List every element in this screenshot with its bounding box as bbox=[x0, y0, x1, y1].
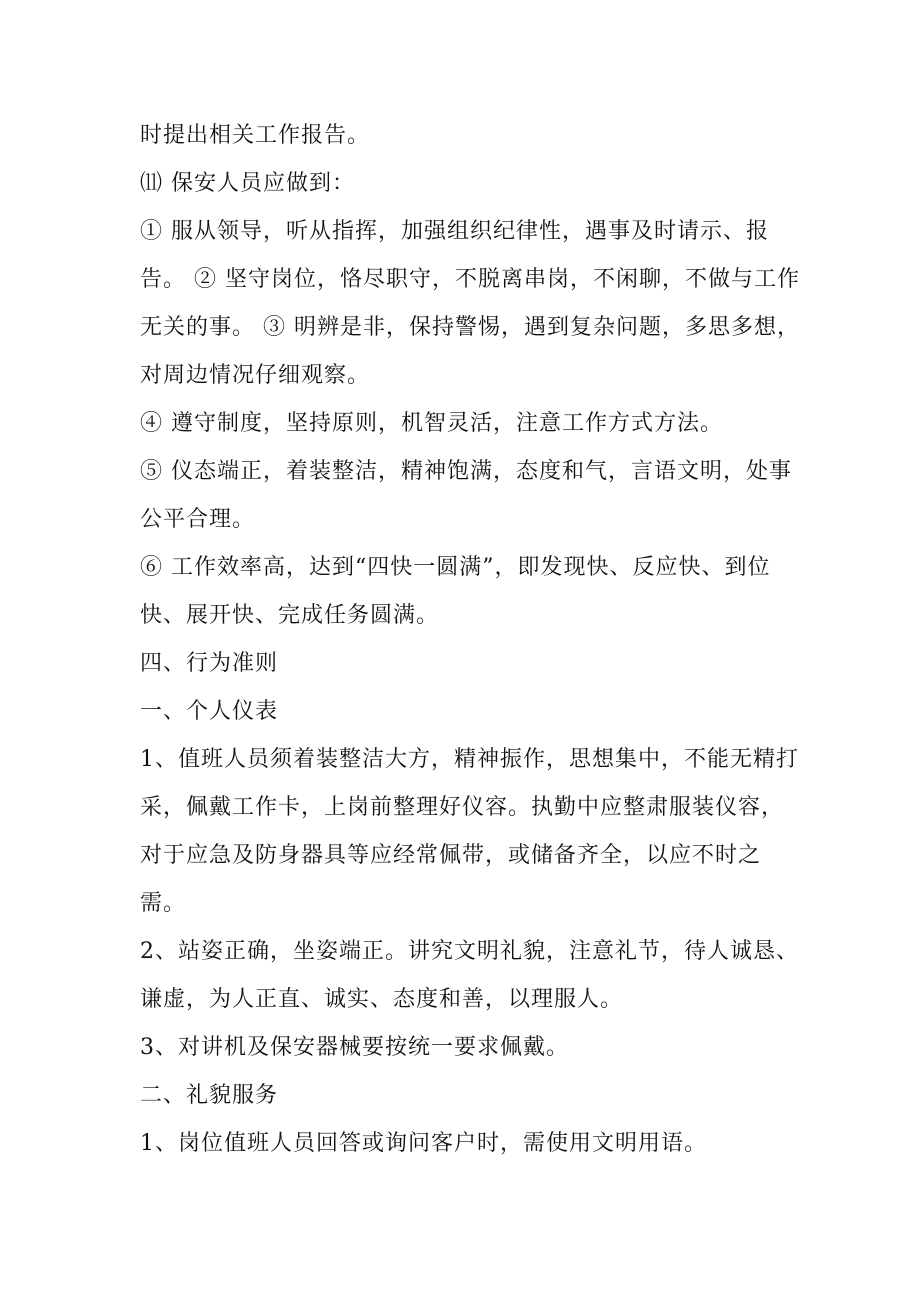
document-body bbox=[140, 112, 800, 1168]
section-heading-code-of-conduct: 四、行为准则 bbox=[140, 651, 279, 676]
paragraph-appearance-1: 1、值班人员须着装整洁大方，精神振作，思想集中，不能无精打采，佩戴工作卡，上岗前整理好仪容。执勤中应整肃服装仪容，对于应急及防身器具等应经常佩带，或储备齐全，以应不时之需。 bbox=[140, 747, 799, 916]
paragraph-requirement-6: ⑥ 工作效率高，达到“四快一圆满”，即发现快、反应快、到位快、展开快、完成任务圆满。 bbox=[140, 555, 771, 628]
paragraph-requirement-4: ④ 遵守制度，坚持原则，机智灵活，注意工作方式方法。 bbox=[140, 411, 723, 436]
subsection-heading-personal-appearance: 一、个人仪表 bbox=[140, 699, 279, 724]
paragraph-service-1: 1、岗位值班人员回答或询问客户时，需使用文明用语。 bbox=[140, 1131, 707, 1156]
paragraph-report-continuation: 时提出相关工作报告。 bbox=[140, 123, 371, 148]
paragraph-appearance-2: 2、站姿正确，坐姿端正。讲究文明礼貌，注意礼节，待人诚恳、谦虚，为人正直、诚实、态度和善，以理服人。 bbox=[140, 939, 799, 1012]
paragraph-requirement-5: ⑤ 仪态端正，着装整洁，精神饱满，态度和气，言语文明，处事公平合理。 bbox=[140, 459, 792, 532]
paragraph-security-requirements-heading: ⑾ 保安人员应做到： bbox=[140, 171, 355, 196]
paragraph-requirements-1-3: ① 服从领导，听从指挥，加强组织纪律性，遇事及时请示、报告。 ② 坚守岗位，恪尽职守，不脱离串岗，不闲聊，不做与工作无关的事。 ③ 明辨是非，保持警惕，遇到复杂问题，多思多想，对周边情况仔细观察。 bbox=[140, 219, 800, 388]
subsection-heading-courteous-service: 二、礼貌服务 bbox=[140, 1083, 279, 1108]
paragraph-appearance-3: 3、对讲机及保安器械要按统一要求佩戴。 bbox=[140, 1035, 569, 1060]
